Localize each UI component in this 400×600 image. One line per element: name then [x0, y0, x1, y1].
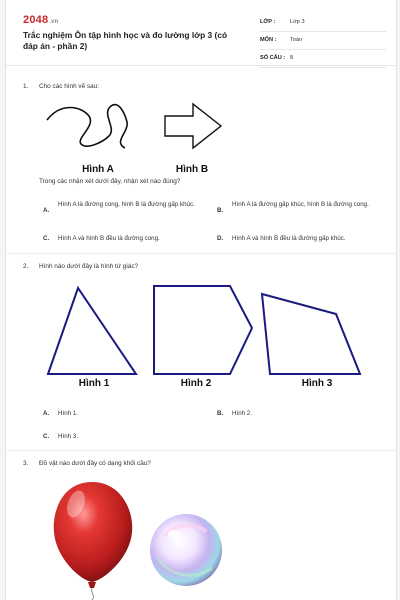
option-letter: C.: [43, 235, 50, 242]
figure-label-3: Hình 3: [301, 378, 333, 389]
logo-main-text: 2048: [23, 14, 49, 26]
figure-label-2: Hình 2: [180, 378, 212, 389]
meta-row-subject: [260, 34, 386, 50]
q1-figure: [41, 98, 231, 160]
question-text: Hình nào dưới đây là hình tứ giác?: [39, 263, 139, 270]
figure-label-1: Hình 1: [78, 378, 110, 389]
option-text: Hình 2.: [232, 410, 252, 417]
question-separator: [6, 253, 396, 254]
arrow-shape-b: [165, 104, 221, 148]
option-letter: A.: [43, 207, 50, 214]
meta-key: MÔN :: [260, 37, 277, 43]
curve-shape-a: [47, 105, 127, 148]
option-text: Hình A là đường gấp khúc, hình B là đường cong.: [232, 201, 369, 208]
option-letter: D.: [217, 235, 224, 242]
triangle-shape-1: [48, 288, 136, 374]
option-letter: A.: [43, 410, 50, 417]
meta-value: Toán: [290, 37, 303, 43]
question-text: Đồ vật nào dưới đây có dạng khối cầu?: [39, 460, 151, 467]
question-number: 2.: [23, 263, 29, 270]
question-text: Cho các hình vẽ sau:: [39, 83, 100, 90]
question-subtext: Trong các nhận xét dưới đây, nhận xét nào đúng?: [39, 178, 181, 185]
header-divider: [6, 65, 396, 66]
option-text: Hình 1.: [58, 410, 78, 417]
figure-label-a: Hình A: [82, 164, 114, 175]
question-number: 3.: [23, 460, 29, 467]
meta-value: 8: [290, 55, 294, 61]
question-separator: [6, 450, 396, 451]
worksheet-header: [6, 0, 396, 60]
figure-label-b: Hình B: [175, 164, 209, 175]
option-text: Hình A là đường cong, hình B là đường gấp khúc.: [58, 201, 195, 208]
meta-key: LỚP :: [260, 19, 276, 25]
option-letter: B.: [217, 410, 224, 417]
quadrilateral-shape-3: [262, 294, 360, 374]
option-text: Hình 3.: [58, 433, 78, 440]
question-number: 1.: [23, 83, 29, 90]
worksheet-title: Trắc nghiệm Ôn tập hình học và đo lường lớp 3 (có đáp án - phần 2): [23, 30, 228, 51]
meta-key: SỐ CÂU :: [260, 55, 286, 61]
balloon-image: [54, 482, 132, 600]
option-text: Hình A và hình B đều là đường cong.: [58, 235, 160, 242]
pentagon-shape-2: [154, 286, 252, 374]
logo-suffix-text: .vn: [49, 19, 59, 25]
option-letter: C.: [43, 433, 50, 440]
q3-figure: [46, 478, 246, 600]
option-letter: B.: [217, 207, 224, 214]
worksheet-page: [5, 0, 397, 600]
meta-value: Lớp 3: [290, 19, 305, 25]
option-text: Hình A và hình B đều là đường gấp khúc.: [232, 235, 346, 242]
site-logo[interactable]: [23, 14, 59, 26]
q2-figure: [44, 282, 374, 378]
meta-row-class: [260, 16, 386, 32]
bubble-sphere-image: [150, 514, 222, 586]
worksheet-meta: [260, 16, 386, 70]
